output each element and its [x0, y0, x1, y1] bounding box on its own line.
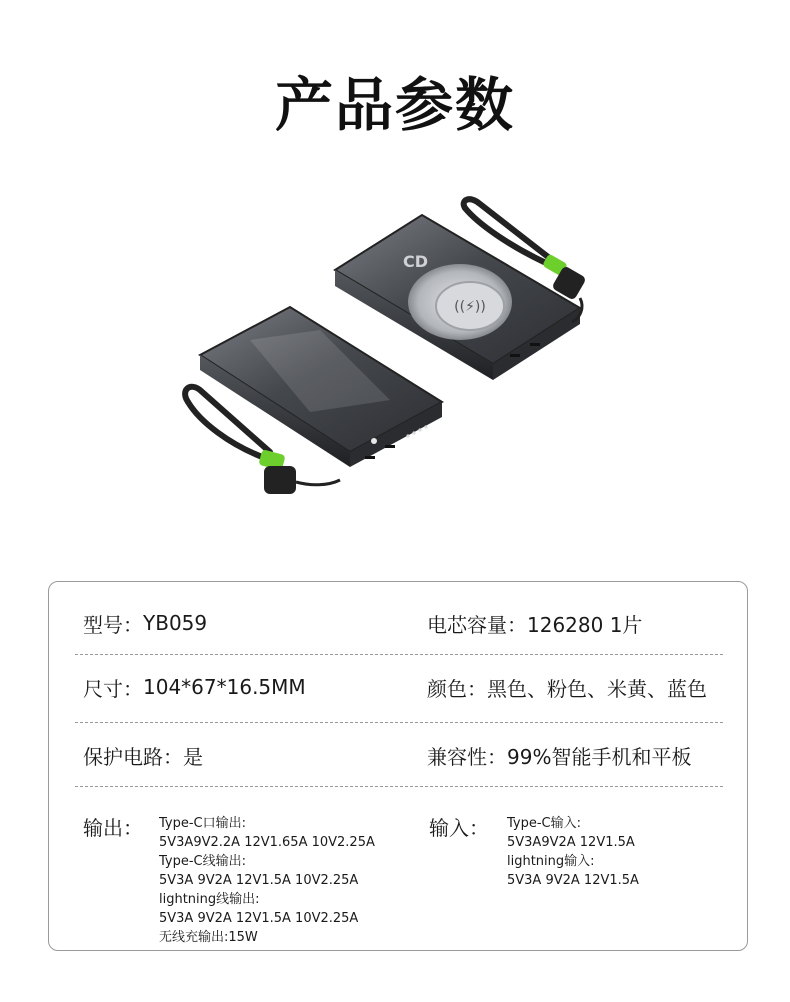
spec-value: 黑色、粉色、米黄、蓝色 [487, 676, 707, 701]
spec-line: Type-C口输出: [159, 816, 247, 831]
spec-model [83, 590, 207, 656]
spec-value: YB059 [143, 611, 208, 635]
spec-label: 型号： [83, 612, 143, 637]
spec-size [83, 654, 306, 720]
spec-cell-capacity [427, 590, 642, 656]
spec-value: 是 [183, 744, 203, 769]
divider [75, 786, 723, 787]
spec-row [75, 654, 723, 720]
spec-label: 输入： [429, 816, 489, 840]
spec-value: 104*67*16.5MM [143, 675, 306, 699]
spec-label: 兼容性： [427, 744, 507, 769]
spec-value: 126280 1片 [527, 612, 643, 637]
product-image [160, 190, 620, 520]
svg-text:((⚡)): ((⚡)) [454, 299, 486, 315]
spec-label: 尺寸： [83, 676, 143, 701]
spec-line: 无线充输出:15W [159, 930, 258, 945]
spec-table [48, 581, 748, 951]
spec-row [75, 722, 723, 788]
spec-label: 保护电路： [83, 744, 183, 769]
spec-line: lightning线输出: [159, 892, 260, 907]
brand-logo: CD [403, 252, 429, 271]
spec-line: 5V3A 9V2A 12V1.5A 10V2.25A [159, 873, 359, 888]
spec-label: 电芯容量： [427, 612, 527, 637]
spec-line: Type-C输入: [507, 816, 582, 831]
power-bank-back [335, 215, 580, 380]
output-lines [159, 814, 375, 947]
spec-line: 5V3A9V2A 12V1.5A [507, 835, 635, 850]
spec-row [75, 590, 723, 656]
spec-label: 颜色： [427, 676, 487, 701]
spec-line: Type-C线输出: [159, 854, 247, 869]
spec-line: 5V3A9V2.2A 12V1.65A 10V2.25A [159, 835, 375, 850]
page-title: 产品参数 [274, 71, 515, 139]
spec-protection [83, 722, 203, 788]
input-lines [507, 814, 639, 890]
spec-color [427, 654, 707, 720]
wireless-charge-icon [454, 299, 486, 315]
spec-label: 输出： [83, 816, 143, 840]
spec-value: 99%智能手机和平板 [507, 744, 692, 769]
spec-line: 5V3A 9V2A 12V1.5A [507, 873, 639, 888]
spec-line: 5V3A 9V2A 12V1.5A 10V2.25A [159, 911, 359, 926]
spec-compatibility [427, 722, 691, 788]
spec-line: lightning输入: [507, 854, 595, 869]
